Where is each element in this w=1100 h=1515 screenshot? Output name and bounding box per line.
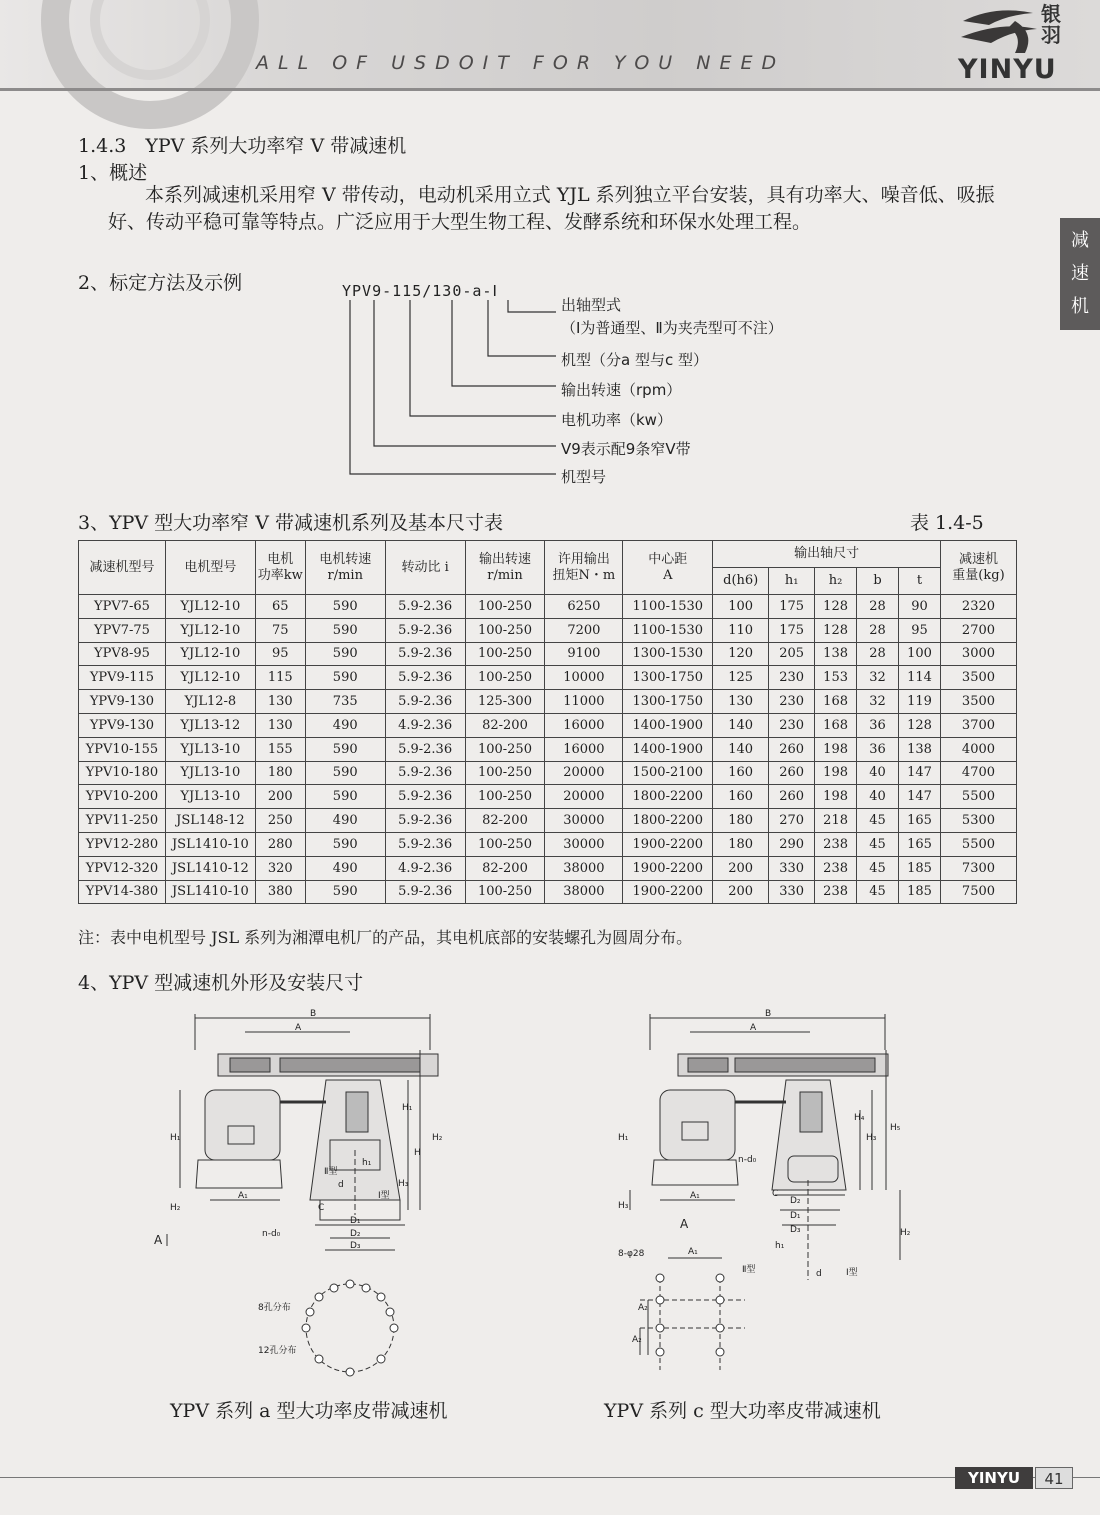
table-cell: 270 bbox=[769, 809, 815, 833]
c-label-nd: n-d₀ bbox=[738, 1155, 757, 1165]
drawings-heading: 4、YPV 型减速机外形及安装尺寸 bbox=[78, 972, 364, 994]
table-cell: 5.9-2.36 bbox=[385, 737, 465, 761]
table-cell: 160 bbox=[713, 785, 769, 809]
table-cell: 238 bbox=[815, 832, 857, 856]
table-cell: 130 bbox=[255, 690, 305, 714]
table-cell: 100-250 bbox=[465, 832, 545, 856]
table-cell: 128 bbox=[899, 713, 941, 737]
table-cell: 590 bbox=[305, 832, 385, 856]
table-cell: 590 bbox=[305, 761, 385, 785]
table-cell: YPV10-155 bbox=[79, 737, 166, 761]
c-dim-D2: D₂ bbox=[790, 1196, 801, 1206]
a-dim-D1: D₁ bbox=[350, 1216, 361, 1226]
table-number: 表 1.4-5 bbox=[910, 512, 984, 534]
table-cell: 160 bbox=[713, 761, 769, 785]
table-cell: JSL1410-10 bbox=[165, 832, 255, 856]
table-cell: 7300 bbox=[940, 856, 1016, 880]
table-row bbox=[79, 690, 1017, 714]
table-cell: 65 bbox=[255, 595, 305, 619]
c-dim-B: B bbox=[765, 1009, 772, 1019]
a-type-reducer-drawing bbox=[150, 1009, 443, 1380]
table-cell: JSL1410-10 bbox=[165, 880, 255, 904]
col-header-speed: 电机转速 r/min bbox=[305, 541, 385, 595]
table-cell: 36 bbox=[857, 737, 899, 761]
table-cell: YJL13-10 bbox=[165, 737, 255, 761]
table-cell: 320 bbox=[255, 856, 305, 880]
table-cell: 32 bbox=[857, 690, 899, 714]
a-dim-B: B bbox=[310, 1009, 317, 1019]
table-cell: 3500 bbox=[940, 666, 1016, 690]
table-cell: YPV7-65 bbox=[79, 595, 166, 619]
table-cell: 168 bbox=[815, 713, 857, 737]
table-cell: 5.9-2.36 bbox=[385, 595, 465, 619]
c-view-A: A bbox=[680, 1217, 689, 1231]
table-cell: 125-300 bbox=[465, 690, 545, 714]
table-cell: 330 bbox=[769, 856, 815, 880]
table-cell: 1400-1900 bbox=[623, 737, 713, 761]
table-cell: 5.9-2.36 bbox=[385, 618, 465, 642]
table-cell: YJL12-10 bbox=[165, 618, 255, 642]
a-dim-D2: D₂ bbox=[350, 1229, 361, 1239]
table-cell: 40 bbox=[857, 761, 899, 785]
table-cell: 120 bbox=[713, 642, 769, 666]
table-cell: 4.9-2.36 bbox=[385, 713, 465, 737]
c-dim-H3: H₃ bbox=[866, 1133, 877, 1143]
a-dim-d: d bbox=[338, 1180, 344, 1190]
a-type-caption: YPV 系列 a 型大功率皮带减速机 bbox=[170, 1400, 448, 1422]
designation-label-model: 机型号 bbox=[561, 468, 607, 486]
table-cell: 4.9-2.36 bbox=[385, 856, 465, 880]
table-cell: 165 bbox=[899, 832, 941, 856]
table-cell: 153 bbox=[815, 666, 857, 690]
table-cell: 140 bbox=[713, 737, 769, 761]
table-cell: 82-200 bbox=[465, 809, 545, 833]
c-dim-H4: H₄ bbox=[854, 1113, 865, 1123]
table-cell: 175 bbox=[769, 595, 815, 619]
designation-heading: 2、标定方法及示例 bbox=[78, 272, 243, 294]
table-cell: 40 bbox=[857, 785, 899, 809]
table-cell: 138 bbox=[899, 737, 941, 761]
table-cell: YJL12-10 bbox=[165, 642, 255, 666]
table-cell: 2320 bbox=[940, 595, 1016, 619]
table-cell: 6250 bbox=[545, 595, 623, 619]
overview-paragraph: 本系列减速机采用窄 V 带传动，电动机采用立式 YJL 系列独立平台安装，具有功率大、噪音低、吸振好、传动平稳可靠等特点。广泛应用于大型生物工程、发酵系统和环保水处理工程。 bbox=[108, 184, 995, 233]
table-cell: 165 bbox=[899, 809, 941, 833]
table-cell: 28 bbox=[857, 642, 899, 666]
table-cell: 590 bbox=[305, 666, 385, 690]
table-cell: 590 bbox=[305, 785, 385, 809]
col-header-shaft-group: 输出轴尺寸 bbox=[713, 541, 941, 568]
a-label-12holes: 12孔分布 bbox=[258, 1346, 297, 1356]
c-dim-A2b: A₂ bbox=[632, 1335, 642, 1345]
a-dim-h1: h₁ bbox=[362, 1158, 372, 1168]
table-cell: 20000 bbox=[545, 785, 623, 809]
table-cell: 38000 bbox=[545, 880, 623, 904]
table-cell: 380 bbox=[255, 880, 305, 904]
table-row bbox=[79, 809, 1017, 833]
col-header-center: 中心距 A bbox=[623, 541, 713, 595]
table-cell: 1900-2200 bbox=[623, 832, 713, 856]
gear-watermark-icon bbox=[0, 0, 330, 88]
c-dim-D1: D₁ bbox=[790, 1211, 801, 1221]
table-cell: 82-200 bbox=[465, 856, 545, 880]
table-cell: 1100-1530 bbox=[623, 618, 713, 642]
logo-chinese-text: 银羽 bbox=[1041, 2, 1061, 47]
table-cell: 330 bbox=[769, 880, 815, 904]
table-cell: 168 bbox=[815, 690, 857, 714]
table-cell: 45 bbox=[857, 832, 899, 856]
designation-label-shaft-note: （Ⅰ为普通型、Ⅱ为夹壳型可不注） bbox=[561, 319, 783, 337]
table-cell: 119 bbox=[899, 690, 941, 714]
c-dim-h1: h₁ bbox=[775, 1241, 785, 1251]
table-cell: 218 bbox=[815, 809, 857, 833]
table-cell: 4700 bbox=[940, 761, 1016, 785]
a-view-A: A bbox=[154, 1233, 163, 1247]
table-cell: 155 bbox=[255, 737, 305, 761]
logo-english-text: YINYU bbox=[958, 54, 1057, 85]
a-dim-A: A bbox=[295, 1023, 302, 1033]
table-cell: 198 bbox=[815, 761, 857, 785]
table-cell: 30000 bbox=[545, 832, 623, 856]
table-cell: 5.9-2.36 bbox=[385, 761, 465, 785]
a-dim-C: C bbox=[318, 1203, 325, 1213]
table-cell: 128 bbox=[815, 595, 857, 619]
col-header-power: 电机 功率kw bbox=[255, 541, 305, 595]
designation-label-belts: V9表示配9条窄V带 bbox=[561, 440, 691, 458]
page-number: 41 bbox=[1035, 1467, 1073, 1489]
col-header-out-speed: 输出转速 r/min bbox=[465, 541, 545, 595]
table-cell: 5300 bbox=[940, 809, 1016, 833]
table-cell: 1300-1530 bbox=[623, 642, 713, 666]
table-cell: 45 bbox=[857, 856, 899, 880]
table-cell: 2700 bbox=[940, 618, 1016, 642]
table-cell: 5.9-2.36 bbox=[385, 642, 465, 666]
table-cell: 32 bbox=[857, 666, 899, 690]
table-cell: 100-250 bbox=[465, 666, 545, 690]
c-dim-C: C bbox=[772, 1189, 779, 1199]
c-dim-A: A bbox=[750, 1023, 757, 1033]
table-cell: 198 bbox=[815, 785, 857, 809]
table-cell: 115 bbox=[255, 666, 305, 690]
table-cell: 7500 bbox=[940, 880, 1016, 904]
table-cell: YPV10-180 bbox=[79, 761, 166, 785]
table-cell: 205 bbox=[769, 642, 815, 666]
c-label-holes: 8-φ28 bbox=[618, 1249, 645, 1259]
table-cell: 1900-2200 bbox=[623, 880, 713, 904]
a-dim-H3: H₃ bbox=[398, 1179, 409, 1189]
table-cell: YJL13-12 bbox=[165, 713, 255, 737]
table-cell: 5.9-2.36 bbox=[385, 880, 465, 904]
col-header-h2: h₂ bbox=[815, 568, 857, 595]
table-cell: 280 bbox=[255, 832, 305, 856]
table-cell: 200 bbox=[713, 880, 769, 904]
table-cell: 490 bbox=[305, 713, 385, 737]
table-cell: 38000 bbox=[545, 856, 623, 880]
table-cell: JSL148-12 bbox=[165, 809, 255, 833]
a-label-nd: n-d₀ bbox=[262, 1229, 281, 1239]
table-cell: 10000 bbox=[545, 666, 623, 690]
header-rule bbox=[0, 88, 1100, 91]
table-cell: YJL13-10 bbox=[165, 761, 255, 785]
table-cell: 590 bbox=[305, 880, 385, 904]
table-cell: 230 bbox=[769, 690, 815, 714]
table-cell: 1300-1750 bbox=[623, 666, 713, 690]
a-dim-H-left: H₁ bbox=[170, 1133, 181, 1143]
table-cell: 100-250 bbox=[465, 618, 545, 642]
table-cell: YPV12-320 bbox=[79, 856, 166, 880]
table-cell: 45 bbox=[857, 809, 899, 833]
a-label-type2: Ⅱ型 bbox=[324, 1167, 338, 1177]
table-cell: 238 bbox=[815, 856, 857, 880]
table-cell: 100-250 bbox=[465, 737, 545, 761]
col-header-weight: 减速机 重量(kg) bbox=[940, 541, 1016, 595]
table-cell: 147 bbox=[899, 785, 941, 809]
table-cell: YJL13-10 bbox=[165, 785, 255, 809]
table-cell: 290 bbox=[769, 832, 815, 856]
c-dim-H5: H₅ bbox=[890, 1123, 901, 1133]
table-cell: 140 bbox=[713, 713, 769, 737]
table-row bbox=[79, 642, 1017, 666]
table-note: 注：表中电机型号 JSL 系列为湘潭电机厂的产品，其电机底部的安装螺孔为圆周分布。 bbox=[78, 928, 693, 947]
designation-label-type: 机型（分a 型与c 型） bbox=[561, 351, 708, 369]
table-cell: 230 bbox=[769, 713, 815, 737]
table-cell: YPV10-200 bbox=[79, 785, 166, 809]
table-cell: 230 bbox=[769, 666, 815, 690]
table-cell: YPV12-280 bbox=[79, 832, 166, 856]
table-cell: 260 bbox=[769, 737, 815, 761]
table-cell: JSL1410-12 bbox=[165, 856, 255, 880]
col-header-motor: 电机型号 bbox=[165, 541, 255, 595]
table-cell: 100-250 bbox=[465, 880, 545, 904]
table-cell: 3000 bbox=[940, 642, 1016, 666]
table-cell: 5500 bbox=[940, 785, 1016, 809]
table-cell: YPV11-250 bbox=[79, 809, 166, 833]
table-cell: YJL12-10 bbox=[165, 666, 255, 690]
a-dim-H2: H₂ bbox=[432, 1133, 443, 1143]
table-row bbox=[79, 595, 1017, 619]
table-cell: 238 bbox=[815, 880, 857, 904]
table-cell: 30000 bbox=[545, 809, 623, 833]
table-cell: YPV9-130 bbox=[79, 690, 166, 714]
table-cell: 125 bbox=[713, 666, 769, 690]
table-row bbox=[79, 761, 1017, 785]
table-cell: 82-200 bbox=[465, 713, 545, 737]
c-type-reducer-drawing bbox=[610, 1010, 910, 1380]
table-cell: 1500-2100 bbox=[623, 761, 713, 785]
c-dim-A2: A₂ bbox=[638, 1303, 648, 1313]
table-cell: YJL12-10 bbox=[165, 595, 255, 619]
table-cell: 100-250 bbox=[465, 785, 545, 809]
table-cell: YPV9-115 bbox=[79, 666, 166, 690]
designation-label-speed: 输出转速（rpm） bbox=[561, 381, 682, 399]
table-cell: 5.9-2.36 bbox=[385, 785, 465, 809]
table-cell: 100 bbox=[899, 642, 941, 666]
table-cell: 5.9-2.36 bbox=[385, 666, 465, 690]
a-dim-D3: D₃ bbox=[350, 1241, 361, 1251]
table-row bbox=[79, 856, 1017, 880]
table-cell: 28 bbox=[857, 595, 899, 619]
table-cell: 180 bbox=[713, 832, 769, 856]
table-row bbox=[79, 713, 1017, 737]
table-row bbox=[79, 785, 1017, 809]
table-row bbox=[79, 832, 1017, 856]
c-dim-A1-bottom: A₁ bbox=[688, 1247, 698, 1257]
col-header-h1: h₁ bbox=[769, 568, 815, 595]
table-row bbox=[79, 880, 1017, 904]
table-cell: 100-250 bbox=[465, 642, 545, 666]
table-cell: 128 bbox=[815, 618, 857, 642]
table-cell: 1300-1750 bbox=[623, 690, 713, 714]
table-cell: 75 bbox=[255, 618, 305, 642]
table-cell: 185 bbox=[899, 856, 941, 880]
table-cell: 590 bbox=[305, 618, 385, 642]
table-cell: 95 bbox=[255, 642, 305, 666]
table-cell: 7200 bbox=[545, 618, 623, 642]
a-label-type1: Ⅰ型 bbox=[378, 1191, 390, 1201]
table-cell: 1900-2200 bbox=[623, 856, 713, 880]
table-cell: 100-250 bbox=[465, 595, 545, 619]
table-cell: 3500 bbox=[940, 690, 1016, 714]
overview-heading: 1、概述 bbox=[78, 162, 148, 184]
table-cell: 250 bbox=[255, 809, 305, 833]
table-cell: 16000 bbox=[545, 713, 623, 737]
table-cell: 95 bbox=[899, 618, 941, 642]
c-type-caption: YPV 系列 c 型大功率皮带减速机 bbox=[604, 1400, 881, 1422]
table-cell: 175 bbox=[769, 618, 815, 642]
table-row bbox=[79, 666, 1017, 690]
col-header-model: 减速机型号 bbox=[79, 541, 166, 595]
table-cell: 5.9-2.36 bbox=[385, 690, 465, 714]
table-cell: 147 bbox=[899, 761, 941, 785]
a-dim-H: H bbox=[414, 1148, 421, 1158]
table-cell: 490 bbox=[305, 856, 385, 880]
designation-code: YPV9-115/130-a-Ⅰ bbox=[342, 282, 498, 300]
designation-leader-lines bbox=[340, 300, 570, 485]
table-cell: 9100 bbox=[545, 642, 623, 666]
table-cell: 590 bbox=[305, 737, 385, 761]
table-row bbox=[79, 618, 1017, 642]
col-header-torque: 许用输出 扭矩N・m bbox=[545, 541, 623, 595]
c-label-type2: Ⅱ型 bbox=[742, 1265, 756, 1275]
table-cell: 130 bbox=[713, 690, 769, 714]
table-cell: 590 bbox=[305, 642, 385, 666]
c-dim-Hm: H₃ bbox=[618, 1201, 629, 1211]
side-category-tab[interactable] bbox=[1060, 218, 1100, 330]
c-dim-A1: A₁ bbox=[690, 1191, 700, 1201]
table-cell: 5.9-2.36 bbox=[385, 809, 465, 833]
table-cell: 260 bbox=[769, 785, 815, 809]
a-dim-H2-left: H₂ bbox=[170, 1203, 181, 1213]
c-dim-H2: H₂ bbox=[900, 1228, 911, 1238]
table-cell: 90 bbox=[899, 595, 941, 619]
table-cell: 110 bbox=[713, 618, 769, 642]
table-cell: 200 bbox=[255, 785, 305, 809]
c-dim-H1: H₁ bbox=[618, 1133, 629, 1143]
col-header-b: b bbox=[857, 568, 899, 595]
col-header-ratio: 转动比 i bbox=[385, 541, 465, 595]
table-cell: 28 bbox=[857, 618, 899, 642]
table-cell: 1400-1900 bbox=[623, 713, 713, 737]
table-cell: 20000 bbox=[545, 761, 623, 785]
table-cell: YPV9-130 bbox=[79, 713, 166, 737]
c-label-type1: Ⅰ型 bbox=[846, 1268, 858, 1278]
table-cell: 1800-2200 bbox=[623, 809, 713, 833]
table-title: 3、YPV 型大功率窄 V 带减速机系列及基本尺寸表 bbox=[78, 512, 503, 534]
table-cell: 45 bbox=[857, 880, 899, 904]
table-cell: 5.9-2.36 bbox=[385, 832, 465, 856]
table-cell: 590 bbox=[305, 595, 385, 619]
table-cell: YPV14-380 bbox=[79, 880, 166, 904]
table-cell: 735 bbox=[305, 690, 385, 714]
a-dim-H1: H₁ bbox=[402, 1103, 413, 1113]
footer-logo: YINYU bbox=[955, 1467, 1033, 1489]
footer-rule bbox=[0, 1477, 1100, 1478]
table-cell: 490 bbox=[305, 809, 385, 833]
table-cell: YPV7-75 bbox=[79, 618, 166, 642]
table-cell: 1800-2200 bbox=[623, 785, 713, 809]
table-cell: 11000 bbox=[545, 690, 623, 714]
designation-label-shaft: 出轴型式 bbox=[561, 296, 622, 314]
table-cell: 200 bbox=[713, 856, 769, 880]
table-cell: 130 bbox=[255, 713, 305, 737]
table-cell: 3700 bbox=[940, 713, 1016, 737]
a-dim-A1: A₁ bbox=[238, 1191, 248, 1201]
designation-label-power: 电机功率（kw） bbox=[561, 411, 672, 429]
table-cell: 180 bbox=[255, 761, 305, 785]
spec-table bbox=[78, 540, 1017, 904]
col-header-t: t bbox=[899, 568, 941, 595]
table-row bbox=[79, 737, 1017, 761]
table-cell: 5500 bbox=[940, 832, 1016, 856]
c-dim-D3: D₃ bbox=[790, 1225, 801, 1235]
section-title: 1.4.3 YPV 系列大功率窄 V 带减速机 bbox=[78, 135, 407, 157]
table-cell: 138 bbox=[815, 642, 857, 666]
table-cell: 180 bbox=[713, 809, 769, 833]
table-cell: 1100-1530 bbox=[623, 595, 713, 619]
spec-table-body bbox=[79, 595, 1017, 904]
side-tab-label: 减速机 bbox=[1071, 230, 1089, 317]
table-cell: 185 bbox=[899, 880, 941, 904]
table-cell: 260 bbox=[769, 761, 815, 785]
table-cell: 198 bbox=[815, 737, 857, 761]
table-cell: YJL12-8 bbox=[165, 690, 255, 714]
table-cell: 114 bbox=[899, 666, 941, 690]
table-cell: YPV8-95 bbox=[79, 642, 166, 666]
table-cell: 100-250 bbox=[465, 761, 545, 785]
c-dim-d: d bbox=[816, 1269, 822, 1279]
table-cell: 100 bbox=[713, 595, 769, 619]
table-cell: 16000 bbox=[545, 737, 623, 761]
a-label-8holes: 8孔分布 bbox=[258, 1303, 291, 1313]
table-cell: 36 bbox=[857, 713, 899, 737]
col-header-d: d(h6) bbox=[713, 568, 769, 595]
table-cell: 4000 bbox=[940, 737, 1016, 761]
header-slogan: ALL OF USDOIT FOR YOU NEED bbox=[256, 52, 786, 74]
